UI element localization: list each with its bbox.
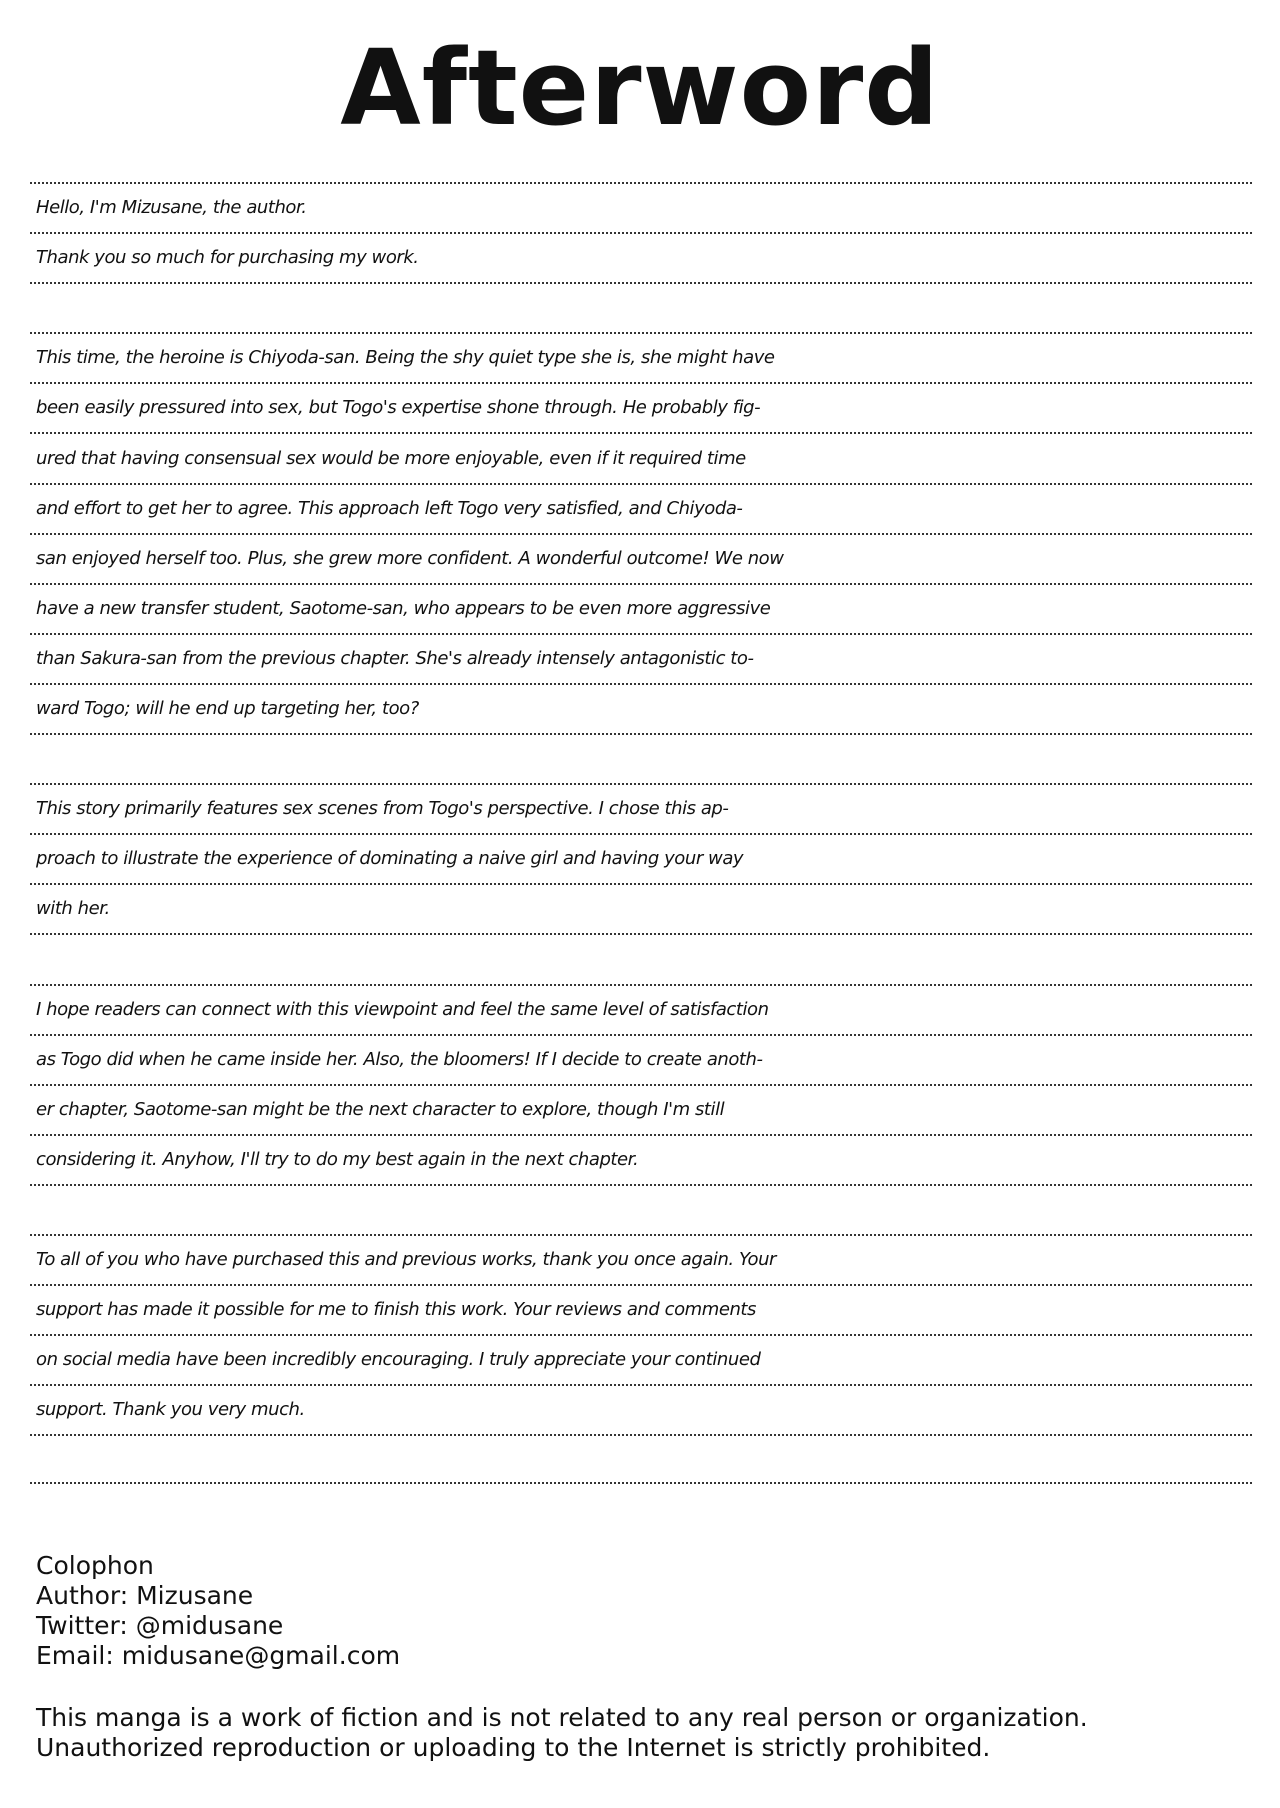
handwritten-line: support. Thank you very much. — [36, 1399, 305, 1421]
handwritten-line: and effort to get her to agree. This approach left Togo very satisfied, and Chiyoda- — [36, 497, 743, 519]
colophon-author: Author: Mizusane — [36, 1581, 254, 1610]
handwritten-line: considering it. Anyhow, I'll try to do my best again in the next chapter. — [36, 1148, 639, 1170]
handwritten-line: This story primarily features sex scenes from Togo's perspective. I chose this ap- — [36, 798, 729, 820]
ruled-line — [30, 1434, 1252, 1484]
ruled-line — [30, 1034, 1252, 1084]
ruled-line — [30, 883, 1252, 933]
handwritten-line: proach to illustrate the experience of dominating a naive girl and having your way — [36, 848, 744, 870]
colophon — [36, 1551, 400, 1671]
ruled-line — [30, 1334, 1252, 1384]
ruled-line — [30, 733, 1252, 783]
disclaimer-line: This manga is a work of fiction and is not related to any real person or organization. — [36, 1703, 1088, 1732]
ruled-line — [30, 1134, 1252, 1184]
handwritten-line: er chapter, Saotome-san might be the next character to explore, though I'm still — [36, 1098, 725, 1120]
handwritten-line: This time, the heroine is Chiyoda-san. Being the shy quiet type she is, she might have — [36, 347, 775, 369]
handwritten-line: Hello, I'm Mizusane, the author. — [36, 197, 307, 219]
ruled-line — [30, 432, 1252, 482]
ruled-line — [30, 1084, 1252, 1134]
ruled-line — [30, 282, 1252, 332]
handwritten-line: To all of you who have purchased this and previous works, thank you once again. Your — [36, 1249, 776, 1271]
handwritten-line: ured that having consensual sex would be more enjoyable, even if it required time — [36, 447, 746, 469]
handwritten-line: have a new transfer student, Saotome-san, who appears to be even more aggressive — [36, 597, 771, 619]
handwritten-line: as Togo did when he came inside her. Also, the bloomers! If I decide to create anoth- — [36, 1048, 763, 1070]
ruled-line — [30, 1184, 1252, 1234]
disclaimer-line: Unauthorized reproduction or uploading to the Internet is strictly prohibited. — [36, 1733, 991, 1762]
handwritten-line: with her. — [36, 898, 110, 920]
ruled-line — [30, 583, 1252, 633]
handwritten-line: san enjoyed herself too. Plus, she grew more confident. A wonderful outcome! We now — [36, 547, 784, 569]
ruled-line — [30, 783, 1252, 833]
ruled-line — [30, 1284, 1252, 1334]
disclaimer — [36, 1703, 1088, 1763]
handwritten-line: been easily pressured into sex, but Togo's expertise shone through. He probably fig- — [36, 397, 761, 419]
ruled-line — [30, 683, 1252, 733]
handwritten-line: on social media have been incredibly encouraging. I truly appreciate your continued — [36, 1349, 761, 1371]
ruled-line — [30, 533, 1252, 583]
colophon-email: Email: midusane@gmail.com — [36, 1641, 401, 1670]
colophon-twitter: Twitter: @midusane — [36, 1611, 284, 1640]
ruled-line — [30, 933, 1252, 983]
handwritten-line: ward Togo; will he end up targeting her, too? — [36, 698, 419, 720]
handwritten-line: than Sakura-san from the previous chapter. She's already intensely antagonistic to- — [36, 647, 754, 669]
handwritten-line: I hope readers can connect with this viewpoint and feel the same level of satisfaction — [36, 998, 769, 1020]
page-title: Afterword — [340, 27, 940, 149]
ruled-line — [30, 483, 1252, 533]
ruled-line — [30, 984, 1252, 1034]
ruled-line — [30, 1234, 1252, 1284]
ruled-line — [30, 1384, 1252, 1434]
handwritten-line: Thank you so much for purchasing my work. — [36, 247, 419, 269]
ruled-line — [30, 633, 1252, 683]
ruled-line — [30, 833, 1252, 883]
ruled-line — [30, 382, 1252, 432]
handwritten-line: support has made it possible for me to finish this work. Your reviews and comments — [36, 1299, 756, 1321]
ruled-line — [30, 332, 1252, 382]
colophon-heading: Colophon — [36, 1551, 154, 1580]
ruled-line — [30, 232, 1252, 282]
ruled-text-block — [30, 182, 1252, 1484]
ruled-line — [30, 182, 1252, 232]
